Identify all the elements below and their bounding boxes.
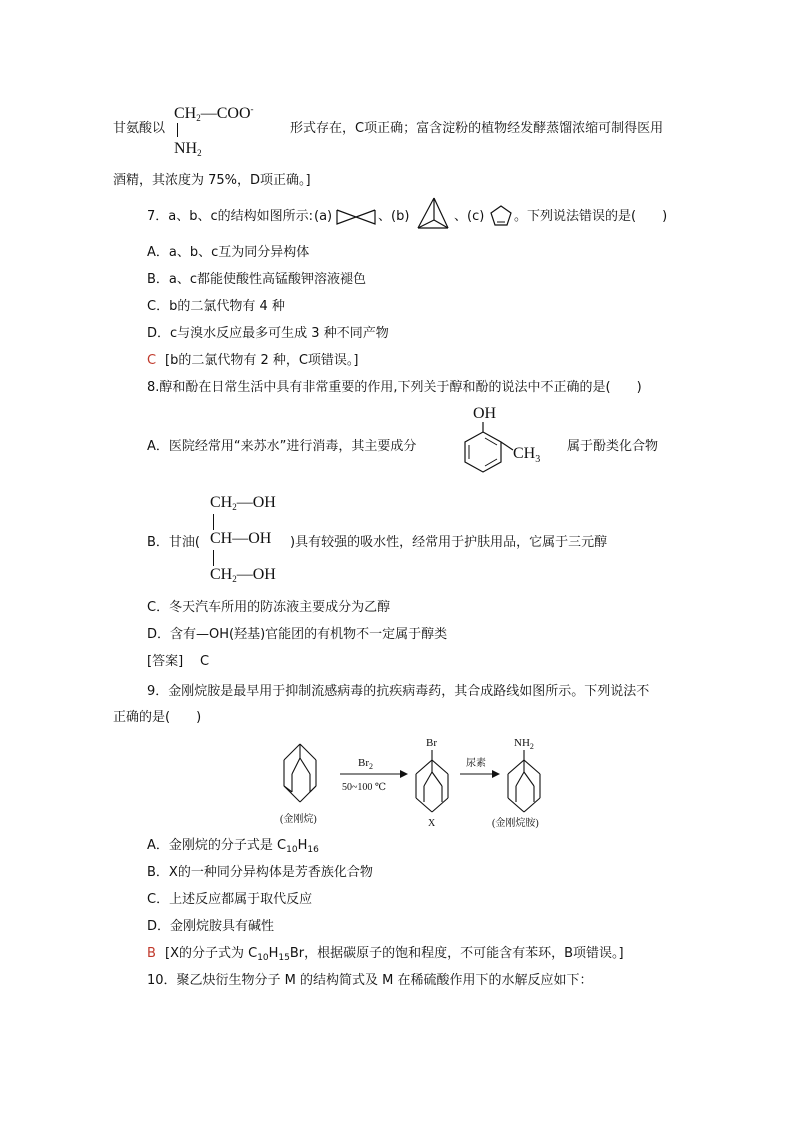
scheme-nh2: NH [514, 737, 530, 749]
q8-stem: 8.醇和酚在日常生活中具有非常重要的作用,下列关于醇和酚的说法中不正确的是( ) [147, 380, 642, 395]
q9-option-c: C．上述反应都属于取代反应 [147, 892, 313, 907]
q7-sep2: 、 [454, 209, 468, 224]
q9-option-a: A．金刚烷的分子式是 $C_{10}H_{16}$ [147, 838, 319, 855]
q7-option-d: D．c与溴水反应最多可生成 3 种不同产物 [147, 326, 389, 341]
glycine-suffix: 形式存在，C项正确；富含淀粉的植物经发酵蒸馏浓缩可制得医用 [290, 121, 664, 136]
q9-answer-text: [X的分子式为 $C_{10}H_{15}Br$，根据碳原子的饱和程度，不可能含有苯环，B项错误。] [165, 946, 624, 963]
q8-answer-label: [答案] [147, 654, 184, 669]
adamantane-structure [284, 744, 316, 802]
q7-option-c: C．b的二氯代物有 4 种 [147, 299, 285, 314]
svg-text:Br2 [358, 757, 373, 771]
cresol-oh: OH [473, 405, 497, 422]
glycerol-line2: CH—OH [210, 530, 272, 547]
scheme-condition-1: 50~100 ℃ [342, 782, 387, 793]
q9-answer-letter: B [147, 946, 156, 961]
glycerol-line3: $CH_2—OH$ [210, 566, 276, 584]
q9-option-d: D．金刚烷胺具有碱性 [147, 919, 275, 934]
q7-answer-text: [b的二氯代物有 2 种，C项错误。] [165, 353, 359, 368]
q7-label-a: (a) [314, 209, 333, 224]
q8-option-b-pre: B．甘油( [147, 535, 200, 550]
q8-option-a-pre: A．医院经常用“来苏水”进行消毒，其主要成分 [147, 439, 417, 454]
bowtie-molecule-icon [335, 206, 377, 228]
scheme-reagent-1: Br [358, 757, 369, 769]
glycerol-line1: $CH_2—OH$ [210, 494, 276, 512]
glycine-line2: 酒精，其浓度为 75%，D项正确。] [113, 173, 311, 188]
cresol-structure [455, 404, 565, 484]
q7-stem-a: 7．a、b、c的结构如图所示: [147, 209, 314, 224]
scheme-reagent-1-sub: 2 [369, 762, 373, 771]
svg-text:CH3 [513, 445, 540, 465]
q8-answer-letter: C [200, 654, 210, 669]
glycine-bottom: $NH_2$ [174, 140, 202, 158]
q10-stem: 10．聚乙炔衍生物分子 M 的结构简式及 M 在稀硫酸作用下的水解反应如下： [147, 973, 593, 988]
cresol-ch3: CH [513, 445, 536, 462]
scheme-label-amantadine: (金刚烷胺) [492, 818, 539, 829]
scheme-label-x: X [428, 818, 436, 829]
bicyclic-molecule-icon [412, 196, 452, 232]
svg-text:NH2 [514, 737, 534, 751]
glycine-prefix: 甘氨酸以 [113, 121, 166, 136]
q8-option-d: D．含有—OH(羟基)官能团的有机物不一定属于醇类 [147, 627, 448, 642]
scheme-br: Br [426, 737, 437, 749]
scheme-nh2-sub: 2 [529, 742, 534, 751]
q7-stem-b: 。下列说法错误的是( ) [514, 209, 668, 224]
q7-label-b: (b) [391, 209, 410, 224]
glycine-bond [177, 123, 178, 137]
q9-stem-line2: 正确的是( ) [113, 710, 202, 725]
q7-answer-letter: C [147, 353, 157, 368]
q7-sep1: 、 [378, 209, 392, 224]
q9-option-b: B．X的一种同分异构体是芳香族化合物 [147, 865, 373, 880]
synthesis-scheme [270, 738, 590, 828]
q7-option-b: B．a、c都能使酸性高锰酸钾溶液褪色 [147, 272, 367, 287]
cyclopentene-icon [489, 204, 513, 228]
q8-option-c: C．冬天汽车所用的防冻液主要成分为乙醇 [147, 600, 391, 615]
scheme-reagent-2: 尿素 [466, 758, 486, 769]
amantadine-structure [508, 750, 540, 812]
scheme-label-adamantane: (金刚烷) [280, 814, 317, 825]
glycerol-bond2 [213, 550, 214, 566]
q9-stem-line1: 9．金刚烷胺是最早用于抑制流感病毒的抗疾病毒药，其合成路线如图所示。下列说法不 [147, 684, 650, 699]
glycerol-bond1 [213, 514, 214, 530]
q7-label-c: (c) [467, 209, 485, 224]
glycine-top: $CH_2—COO^-$ [174, 104, 254, 123]
q7-option-a: A．a、b、c互为同分异构体 [147, 245, 310, 260]
q8-option-a-post: 属于酚类化合物 [567, 439, 659, 454]
q8-option-b-post: )具有较强的吸水性，经常用于护肤用品，它属于三元醇 [290, 535, 608, 550]
cresol-ch3-sub: 3 [535, 454, 541, 465]
bromoadamantane-structure [416, 750, 448, 812]
